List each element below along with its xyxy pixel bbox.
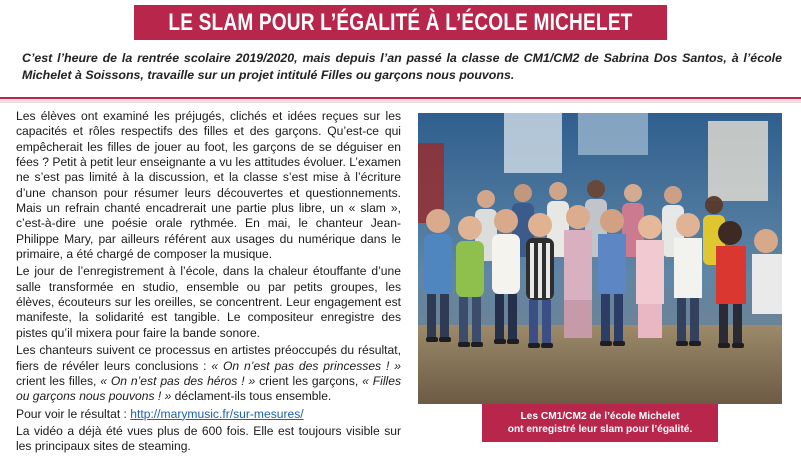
quote-filles-garcons: « Filles ou garçons nous pouvons ! » <box>16 373 402 404</box>
quote-princesses: « On n’est pas des princesses ! » <box>211 358 401 373</box>
article-paragraph-2: Le jour de l’enregistrement à l’école, dans la chaleur étouffante d’une salle transformée en studio, ensemble ou par petits groupes, les élèves, écouteurs sur les oreilles, se concentrent. Leur engagement est manifeste, la solidarité est tangible. Le compositeur enregistre des pistes qu’il mixera pour faire la bande sonore. <box>16 264 401 340</box>
article-paragraph-4: La vidéo a déjà été vues plus de 600 fois. Elle est toujours visible sur les principaux sites de steaming. <box>16 423 401 454</box>
result-link[interactable]: http://marymusic.fr/sur-mesures/ <box>130 406 304 421</box>
section-divider-shade <box>0 99 801 103</box>
result-label: Pour voir le résultat : <box>16 406 131 421</box>
intro-text: C’est l’heure de la rentrée scolaire 2019/2020, mais depuis l’an passé la classe de CM1/CM2 de Sabrina Dos Santos, à l’école Michelet à Soissons, travaille sur un projet intitulé <box>22 51 782 82</box>
class-photo <box>418 113 782 404</box>
article-paragraph-1: Les élèves ont examiné les préjugés, clichés et idées reçues sur les capacités et rôles respectifs des filles et des garçons. Qu’est-ce qui empêcherait les filles de jouer au foot, les garçons de se déguiser en fées ? Petit à petit leur enseignante a vu les attitudes évoluer. L’examen ne s’est pas limité à la discussion, et la classe s’est mise à l’écriture d’une chanson pour résumer leurs découvertes et questionnements. Mais un refrain chanté encadrerait une partie plus libre, un « slam », c’est-à-dire une poésie orale rythmée. En mai, le chanteur Jean-Philippe Mary, par ailleurs référent aux usages du numérique dans le primaire, a été chargé de composer la musique. <box>16 109 401 262</box>
p3-text-d: déclament-ils tous ensemble. <box>171 389 332 404</box>
article-body <box>16 109 401 457</box>
article-paragraph-3 <box>16 343 401 404</box>
headline-banner <box>134 5 667 40</box>
photo-caption <box>482 404 718 442</box>
p3-text-a: Les chanteurs suivent ce processus en artistes préoccupés du résultat, fiers de révéler leurs conclusions : <box>16 343 401 373</box>
class-photo-image <box>418 113 782 404</box>
intro-project-title: Filles ou garçons nous pouvons. <box>320 68 515 82</box>
result-line <box>16 407 401 422</box>
caption-line-2: ont enregistré leur slam pour l’égalité. <box>507 424 693 435</box>
p3-text-b: crient les filles, <box>16 373 101 388</box>
intro-paragraph <box>22 50 782 84</box>
headline: LE SLAM POUR L’ÉGALITÉ À L’ÉCOLE MICHELET <box>168 8 633 36</box>
quote-heros: « On n’est pas des héros ! » <box>100 373 256 388</box>
p3-text-c: crient les garçons, <box>255 373 363 388</box>
caption-line-1: Les CM1/CM2 de l’école Michelet <box>520 411 680 422</box>
